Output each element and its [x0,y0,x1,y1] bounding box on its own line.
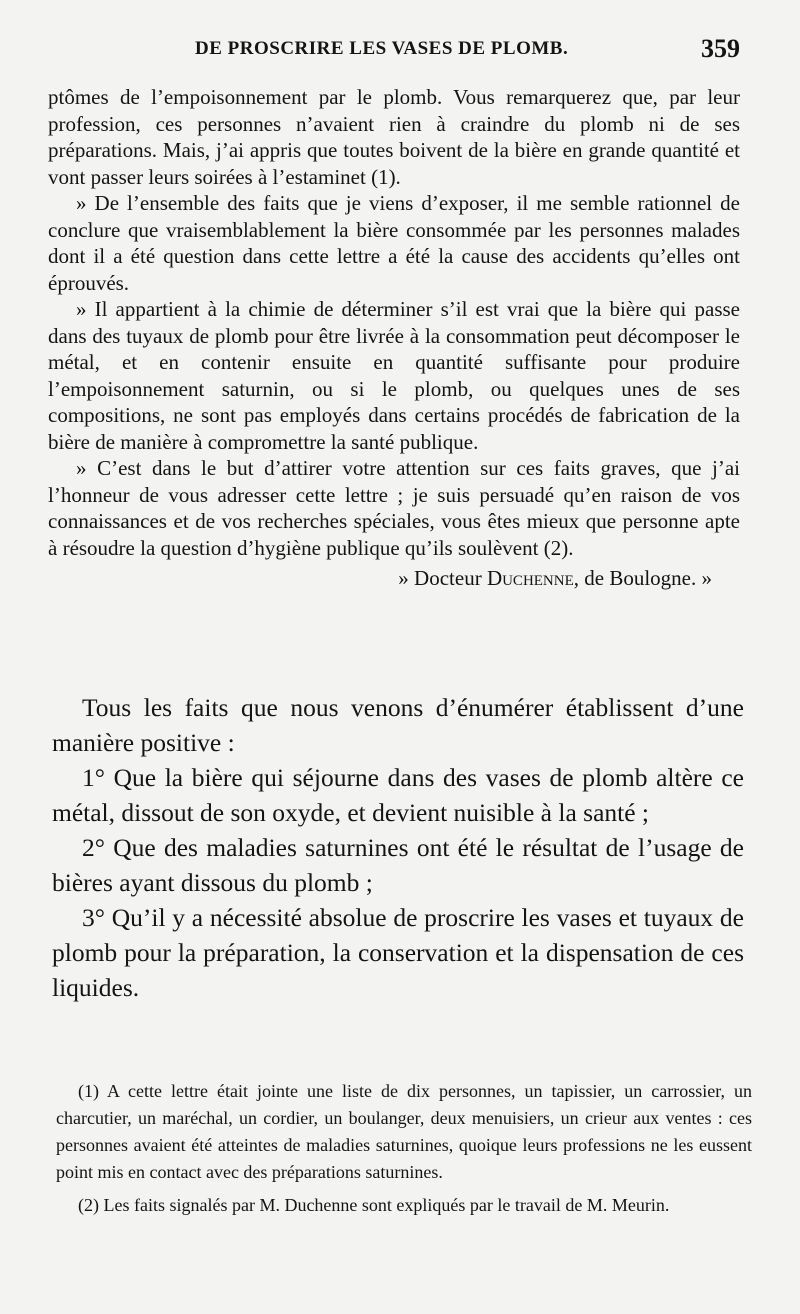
footnotes [56,1078,752,1219]
footnote-1: (1) A cette lettre était jointe une liste de dix personnes, un tapissier, un carrossier, un charcutier, un maréchal, un cordier, un boulanger, deux menuisiers, un crieur aux ventes : ces personnes avaient été atteintes de maladies saturnines, quoique leurs professions ne les eussent point mis en contact avec des préparations saturnines. [56,1081,752,1182]
signature-prefix: » Docteur [398,566,482,590]
running-head: DE PROSCRIRE LES VASES DE PLOMB. [195,38,569,59]
page-header [185,36,740,72]
conclusion-intro: Tous les faits que nous venons d’énumérer établissent d’une manière positive : [52,693,744,757]
paragraph-1: ptômes de l’empoisonnement par le plomb. Vous remarquerez que, par leur profession, ces personnes n’avaient rien à craindre du plomb ni de ses préparations. Mais, j’ai appris que toutes boivent de la bière en grande quantité et vont passer leurs soirées à l’estaminet (1). [48,85,740,189]
letter-text [48,84,740,592]
signature [48,565,740,592]
footnote-2: (2) Les faits signalés par M. Duchenne sont expliqués par le travail de M. Meurin. [78,1195,670,1215]
page-number: 359 [701,34,740,63]
conclusion-item-1: 1° Que la bière qui séjourne dans des vases de plomb altère ce métal, dissout de son oxyde, et devient nuisible à la santé ; [52,763,744,827]
conclusion-text [52,690,744,1005]
signature-name: Duchenne [486,566,574,590]
paragraph-4: » C’est dans le but d’attirer votre attention sur ces faits graves, que j’ai l’honneur de vous adresser cette lettre ; je suis persuadé qu’en raison de vos connaissances et de vos recherches spéciales, vous êtes mieux que personne apte à résoudre la question d’hygiène publique qu’ils soulèvent (2). [48,456,740,560]
paragraph-3: » Il appartient à la chimie de déterminer s’il est vrai que la bière qui passe dans des tuyaux de plomb pour être livrée à la consommation peut décomposer le métal, et en contenir ensuite en quantité suffisante pour produire l’empoisonnement saturnin, ou si le plomb, ou quelques unes de ses compositions, ne sont pas employés dans certains procédés de fabrication de la bière de manière à compromettre la santé publique. [48,297,740,454]
conclusion-item-2: 2° Que des maladies saturnines ont été le résultat de l’usage de bières ayant dissous du plomb ; [52,833,744,897]
conclusion-item-3: 3° Qu’il y a nécessité absolue de proscrire les vases et tuyaux de plomb pour la préparation, la conservation et la dispensation de ces liquides. [52,903,744,1002]
paragraph-2: » De l’ensemble des faits que je viens d’exposer, il me semble rationnel de conclure que vraisemblablement la bière consommée par les personnes malades dont il a été question dans cette lettre a été la cause des accidents qu’elles ont éprouvés. [48,191,740,295]
signature-suffix: , de Boulogne. » [573,566,712,590]
